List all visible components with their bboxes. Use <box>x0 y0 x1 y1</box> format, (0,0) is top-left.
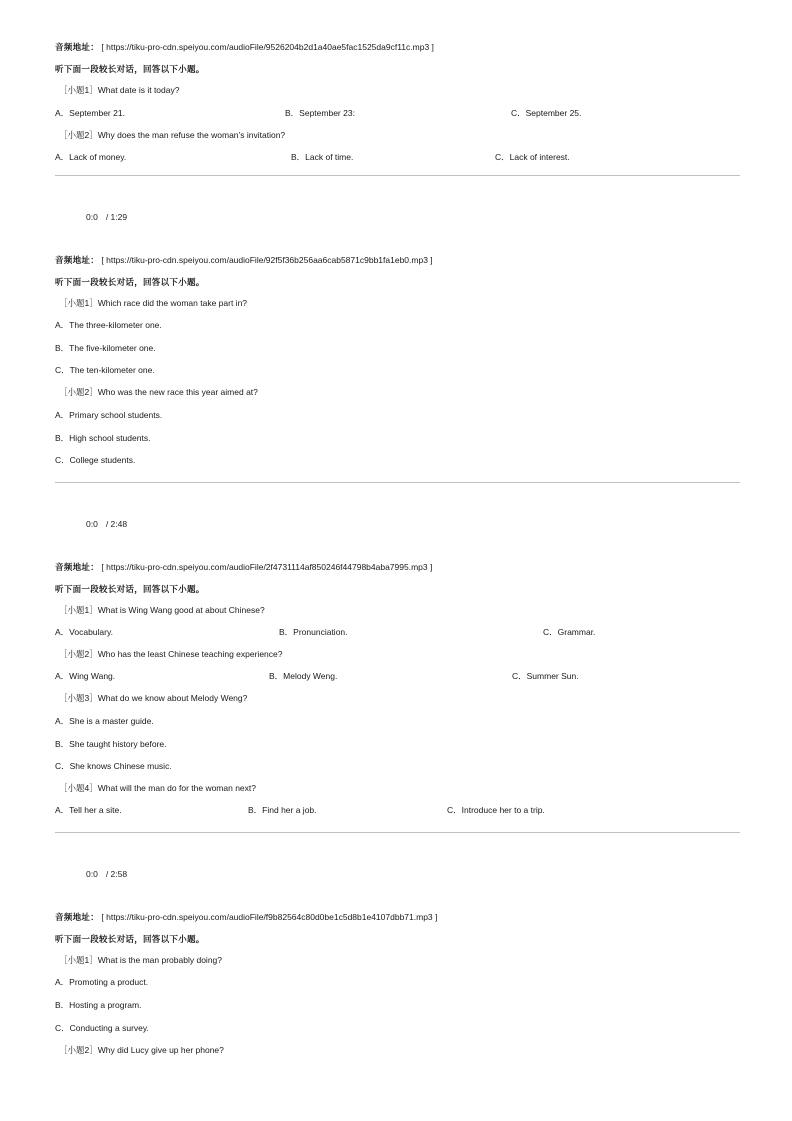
section-divider <box>55 832 740 833</box>
section-intro: 听下面一段较长对话，回答以下小题。 <box>55 584 205 594</box>
player-total-time: / 2:58 <box>105 869 128 879</box>
option-a: A．Lack of money. <box>55 152 127 162</box>
option-a: A．September 21. <box>55 108 125 118</box>
player-current-time: 0:0 <box>86 212 98 222</box>
audio-url-link[interactable]: [ https://tiku-pro-cdn.speiyou.com/audioFile/9526204b2d1a40ae5fac1525da9cf11c.mp3 ] <box>101 42 434 52</box>
option-a: A．Wing Wang. <box>55 671 116 681</box>
option-c: C．The ten-kilometer one. <box>55 365 155 375</box>
option-a: A．Vocabulary. <box>55 627 113 637</box>
option-c: C．Grammar. <box>543 627 596 637</box>
section-divider <box>55 482 740 483</box>
section-intro: 听下面一段较长对话，回答以下小题。 <box>55 934 205 944</box>
option-c: C．September 25. <box>511 108 582 118</box>
audio-address-line <box>55 562 432 573</box>
question-text: ［小题1］Which race did the woman take part in? <box>59 298 248 308</box>
audio-player[interactable] <box>86 519 127 529</box>
option-a: A．The three-kilometer one. <box>55 320 162 330</box>
audio-address-line <box>55 42 434 53</box>
player-current-time: 0:0 <box>86 869 98 879</box>
player-total-time: / 1:29 <box>105 212 128 222</box>
audio-url-link[interactable]: [ https://tiku-pro-cdn.speiyou.com/audioFile/92f5f36b256aa6cab5871c9bb1fa1eb0.mp3 ] <box>101 255 433 265</box>
option-b: B．High school students. <box>55 433 151 443</box>
option-a: A．Tell her a site. <box>55 805 122 815</box>
audio-player[interactable] <box>86 869 127 879</box>
option-c: C．Introduce her to a trip. <box>447 805 545 815</box>
audio-address-line <box>55 912 437 923</box>
audio-address-line <box>55 255 433 266</box>
option-b: B．Pronunciation. <box>279 627 348 637</box>
option-b: B．Lack of time. <box>291 152 354 162</box>
section-intro: 听下面一段较长对话，回答以下小题。 <box>55 277 205 287</box>
option-c: C．Lack of interest. <box>495 152 570 162</box>
option-b: B．Hosting a program. <box>55 1000 142 1010</box>
audio-address-label: 音频地址： <box>55 255 100 265</box>
option-b: B．The five-kilometer one. <box>55 343 156 353</box>
option-c: C．College students. <box>55 455 136 465</box>
audio-url-link[interactable]: [ https://tiku-pro-cdn.speiyou.com/audioFile/2f4731114af850246f44798b4aba7995.mp3 ] <box>101 562 433 572</box>
audio-address-label: 音频地址： <box>55 562 100 572</box>
question-text: ［小题3］What do we know about Melody Weng? <box>59 693 248 703</box>
option-a: A．She is a master guide. <box>55 716 154 726</box>
question-text: ［小题1］What is Wing Wang good at about Chinese? <box>59 605 265 615</box>
section-intro: 听下面一段较长对话，回答以下小题。 <box>55 64 205 74</box>
option-c: C．She knows Chinese music. <box>55 761 172 771</box>
option-b: B．Melody Weng. <box>269 671 338 681</box>
question-text: ［小题2］Who was the new race this year aimed at? <box>59 387 258 397</box>
question-text: ［小题1］What is the man probably doing? <box>59 955 222 965</box>
option-c: C．Conducting a survey. <box>55 1023 149 1033</box>
option-c: C．Summer Sun. <box>512 671 579 681</box>
question-text: ［小题2］Why does the man refuse the woman’s invitation? <box>59 130 286 140</box>
audio-url-link[interactable]: [ https://tiku-pro-cdn.speiyou.com/audioFile/f9b82564c80d0be1c5d8b1e4107dbb71.mp3 ] <box>101 912 438 922</box>
player-current-time: 0:0 <box>86 519 98 529</box>
question-text: ［小题1］What date is it today? <box>59 85 180 95</box>
option-b: B．Find her a job. <box>248 805 317 815</box>
audio-address-label: 音频地址： <box>55 42 100 52</box>
question-text: ［小题2］Who has the least Chinese teaching experience? <box>59 649 283 659</box>
section-divider <box>55 175 740 176</box>
question-text: ［小题2］Why did Lucy give up her phone? <box>59 1045 224 1055</box>
audio-address-label: 音频地址： <box>55 912 100 922</box>
option-b: B．September 23: <box>285 108 355 118</box>
question-text: ［小题4］What will the man do for the woman next? <box>59 783 256 793</box>
option-a: A．Primary school students. <box>55 410 163 420</box>
option-a: A．Promoting a product. <box>55 977 149 987</box>
audio-player[interactable] <box>86 212 127 222</box>
option-b: B．She taught history before. <box>55 739 167 749</box>
player-total-time: / 2:48 <box>105 519 128 529</box>
